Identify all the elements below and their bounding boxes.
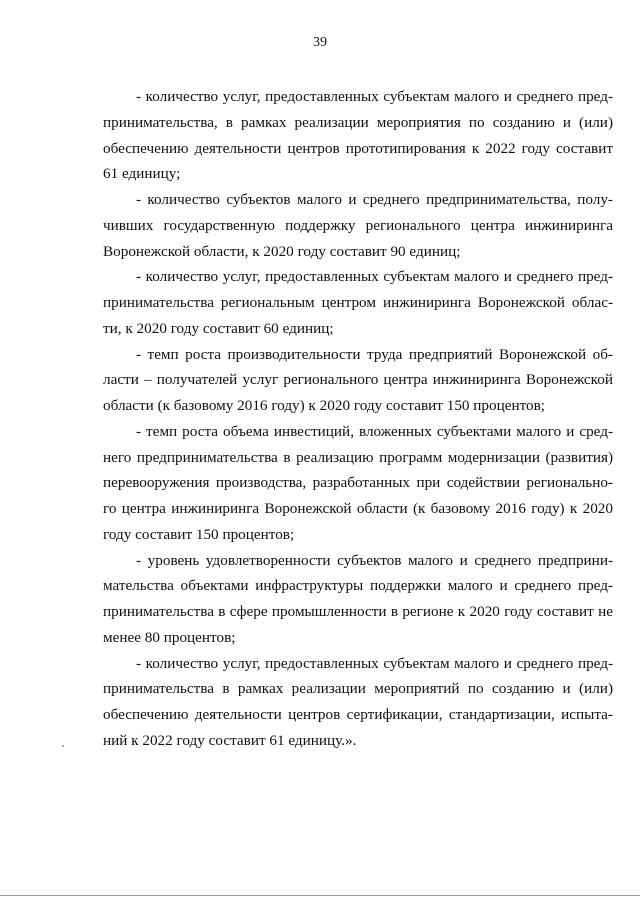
text-line: - количество услуг, предоставленных субъектам малого и среднего пред- <box>136 88 613 105</box>
text-line: - количество услуг, предоставленных субъектам малого и среднего пред- <box>136 268 613 286</box>
text-line: принимательства региональным центром инжиниринга Воронежской облас- <box>103 294 613 311</box>
paragraph-engineering-support-recipients <box>103 187 613 264</box>
text-line: - темп роста производительности труда предприятий Воронежской об- <box>136 345 613 363</box>
text-line: обеспечению деятельности центров сертификации, стандартизации, испыта- <box>103 706 613 723</box>
text-line: году составит 150 процентов; <box>103 525 295 543</box>
text-line: принимательства в рамках реализации мероприятий по созданию и (или) <box>103 680 613 698</box>
paragraph-certification-services <box>103 651 613 754</box>
scan-speck <box>62 745 64 747</box>
text-line: - количество субъектов малого и среднего предпринимательства, полу- <box>136 191 613 208</box>
page-bottom-edge <box>0 895 640 896</box>
text-line: - темп роста объема инвестиций, вложенных субъектами малого и сред- <box>136 422 613 440</box>
text-line: менее 80 процентов; <box>103 628 236 646</box>
text-line: - уровень удовлетворенности субъектов малого и среднего предприни- <box>136 551 613 569</box>
paragraph-satisfaction-level <box>103 548 613 651</box>
text-line: Воронежской области, к 2020 году составит 90 единиц; <box>103 242 461 260</box>
text-line: мательства объектами инфраструктуры поддержки малого и среднего пред- <box>103 577 613 595</box>
text-line: перевооружения производства, разработанных при содействии регионально- <box>103 474 613 492</box>
document-body <box>103 84 613 754</box>
paragraph-prototyping-services <box>103 84 613 187</box>
text-line: ласти – получателей услуг регионального центра инжиниринга Воронежской <box>103 371 613 389</box>
paragraph-investment-growth <box>103 419 613 548</box>
text-line: него предпринимательства в реализацию программ модернизации (развития) <box>103 448 613 466</box>
text-line: обеспечению деятельности центров прототипирования к 2022 году составит <box>103 139 613 157</box>
text-line: принимательства, в рамках реализации мероприятия по созданию и (или) <box>103 113 613 131</box>
text-line: - количество услуг, предоставленных субъектам малого и среднего пред- <box>136 654 613 672</box>
paragraph-engineering-center-services <box>103 264 613 341</box>
text-line: ний к 2022 году составит 61 единицу.». <box>103 731 357 749</box>
text-line: ти, к 2020 году составит 60 единиц; <box>103 319 334 337</box>
text-line: принимательства в сфере промышленности в регионе к 2020 году составит не <box>103 603 613 620</box>
paragraph-labor-productivity <box>103 342 613 419</box>
text-line: области (к базовому 2016 году) к 2020 году составит 150 процентов; <box>103 397 546 414</box>
text-line: го центра инжиниринга Воронежской области (к базовому 2016 году) к 2020 <box>103 500 613 517</box>
text-line: 61 единицу; <box>103 165 181 183</box>
text-line: чивших государственную поддержку регионального центра инжиниринга <box>103 216 613 234</box>
page-number: 39 <box>313 35 327 50</box>
